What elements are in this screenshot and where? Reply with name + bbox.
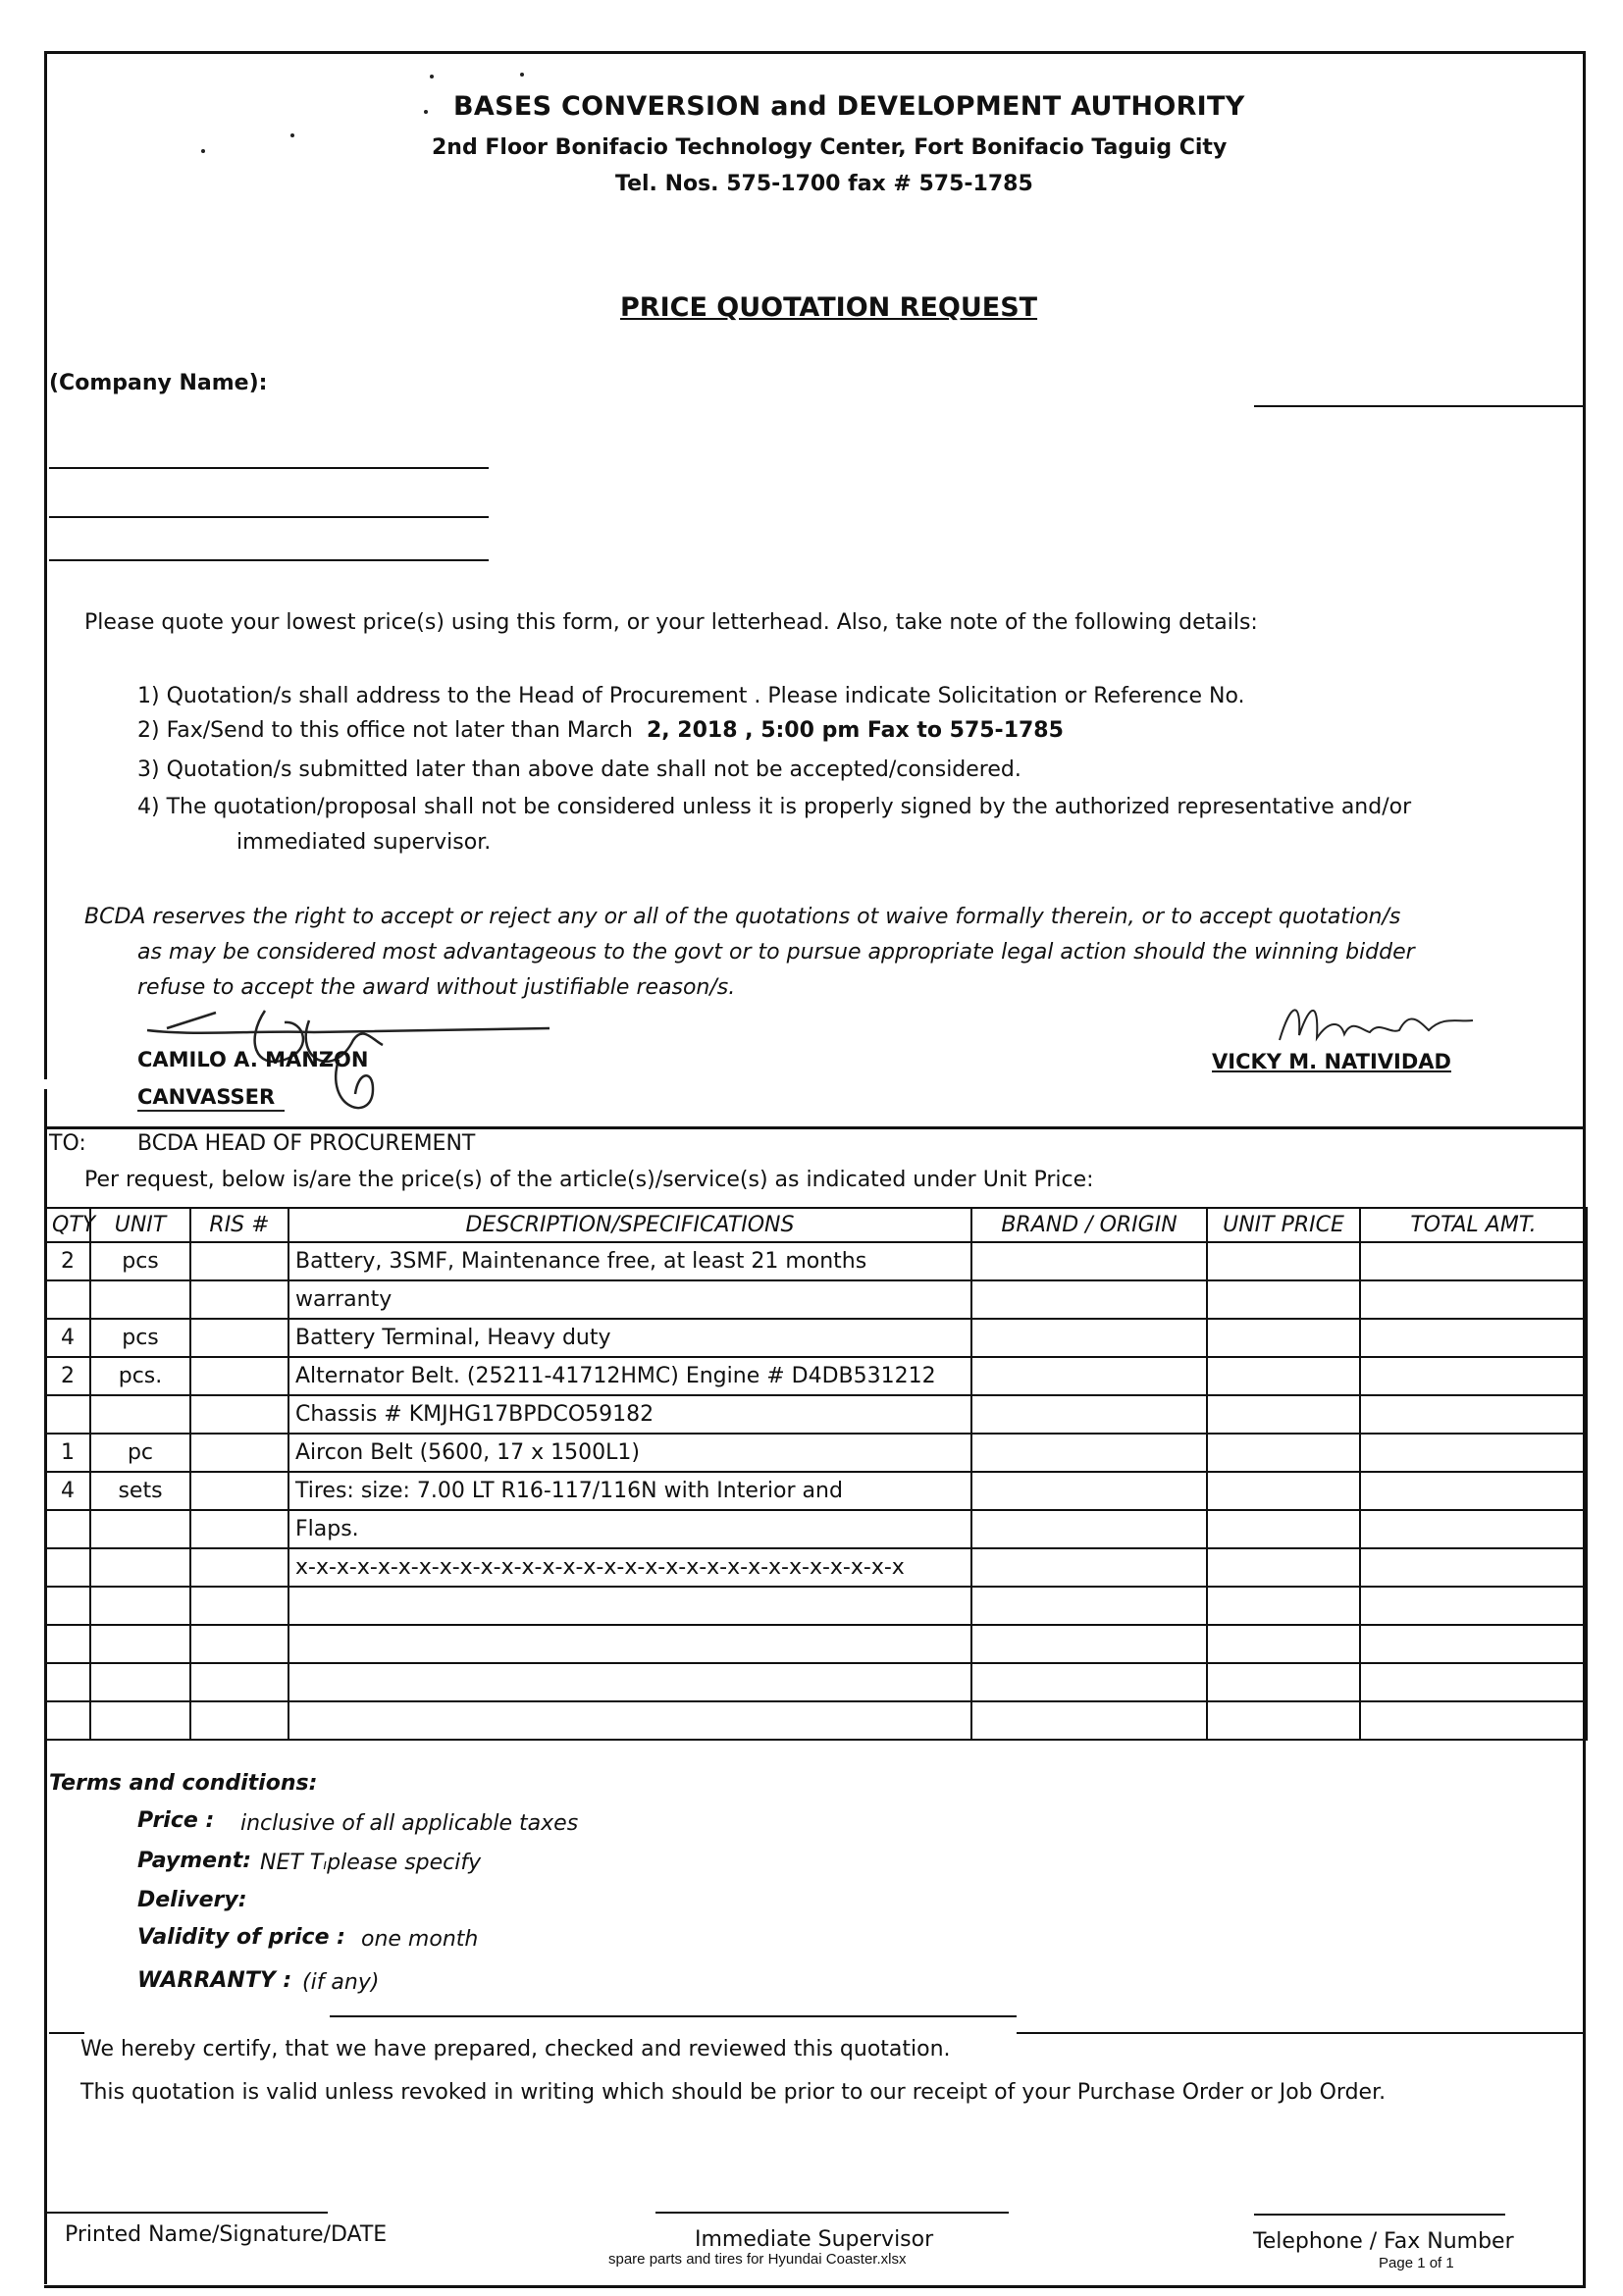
- company-line-3: [49, 559, 489, 561]
- org-name: BASES CONVERSION and DEVELOPMENT AUTHORITY: [453, 91, 1245, 122]
- items-table: [44, 1207, 1588, 1741]
- qty-cell: 4: [45, 1319, 90, 1357]
- unit-cell: [90, 1625, 190, 1663]
- instruction-4-cont: immediated supervisor.: [236, 830, 492, 855]
- qty-cell: [45, 1548, 90, 1587]
- ris-header: RIS #: [190, 1208, 288, 1242]
- terms-heading: Terms and conditions:: [49, 1771, 318, 1796]
- items-table-header: [45, 1208, 1587, 1242]
- ris-cell: [190, 1625, 288, 1663]
- certify-line-right: [1017, 2032, 1583, 2034]
- unit-cell: [90, 1548, 190, 1587]
- ris-cell: [190, 1587, 288, 1625]
- unit-cell: [90, 1701, 190, 1740]
- telephone-line: [1254, 2214, 1505, 2216]
- brand-origin-cell: [971, 1663, 1207, 1701]
- total-amount-cell: [1360, 1701, 1587, 1740]
- description-cell: [288, 1663, 971, 1701]
- total-amount-cell: [1360, 1587, 1587, 1625]
- per-request-text: Per request, below is/are the price(s) of the article(s)/service(s) as indicated under Unit Price:: [84, 1168, 1094, 1192]
- qty-cell: 1: [45, 1434, 90, 1472]
- warranty-label: WARRANTY :: [137, 1968, 292, 1993]
- scan-speck: [290, 133, 294, 137]
- brand-origin-cell: [971, 1357, 1207, 1395]
- qty-cell: 4: [45, 1472, 90, 1510]
- supervisor-label: Immediate Supervisor: [695, 2227, 934, 2252]
- unit-price-cell: [1207, 1395, 1360, 1434]
- total-amount-header: TOTAL AMT.: [1360, 1208, 1587, 1242]
- validity-label: Validity of price :: [137, 1925, 345, 1950]
- price-label: Price :: [137, 1808, 215, 1833]
- table-row: [45, 1548, 1587, 1587]
- total-amount-cell: [1360, 1242, 1587, 1280]
- table-row: [45, 1625, 1587, 1663]
- qty-cell: 2: [45, 1357, 90, 1395]
- brand-origin-cell: [971, 1587, 1207, 1625]
- table-row: [45, 1510, 1587, 1548]
- description-cell: warranty: [288, 1280, 971, 1319]
- instruction-1: 1) Quotation/s shall address to the Head of Procurement . Please indicate Solicitation or Reference No.: [137, 684, 1245, 708]
- description-cell: Battery, 3SMF, Maintenance free, at least 21 months: [288, 1242, 971, 1280]
- unit-price-cell: [1207, 1357, 1360, 1395]
- instruction-4: 4) The quotation/proposal shall not be considered unless it is properly signed by the authorized representative and/or: [137, 795, 1412, 819]
- unit-cell: [90, 1510, 190, 1548]
- table-row: [45, 1663, 1587, 1701]
- unit-cell: sets: [90, 1472, 190, 1510]
- unit-price-header: UNIT PRICE: [1207, 1208, 1360, 1242]
- scan-speck: [424, 110, 428, 114]
- ris-cell: [190, 1510, 288, 1548]
- unit-price-cell: [1207, 1587, 1360, 1625]
- reservation-line-2: as may be considered most advantageous to the govt or to pursue appropriate legal action should the winning bidder: [137, 940, 1415, 965]
- unit-price-cell: [1207, 1548, 1360, 1587]
- qty-cell: [45, 1587, 90, 1625]
- table-row: [45, 1434, 1587, 1472]
- brand-origin-cell: [971, 1434, 1207, 1472]
- file-name: spare parts and tires for Hyundai Coaster.xlsx: [608, 2251, 907, 2268]
- description-cell: Chassis # KMJHG17BPDCO59182: [288, 1395, 971, 1434]
- ris-cell: [190, 1701, 288, 1740]
- canvasser-name: CAMILO A. MANZON: [137, 1048, 369, 1071]
- table-row: [45, 1587, 1587, 1625]
- description-cell: [288, 1625, 971, 1663]
- ris-cell: [190, 1319, 288, 1357]
- unit-cell: [90, 1587, 190, 1625]
- qty-cell: [45, 1395, 90, 1434]
- approver-name: VICKY M. NATIVIDAD: [1212, 1050, 1451, 1073]
- price-value: inclusive of all applicable taxes: [240, 1811, 579, 1836]
- brand-origin-cell: [971, 1625, 1207, 1663]
- page-number: Page 1 of 1: [1379, 2255, 1454, 2271]
- total-amount-cell: [1360, 1357, 1587, 1395]
- brand-origin-cell: [971, 1395, 1207, 1434]
- ris-cell: [190, 1395, 288, 1434]
- total-amount-cell: [1360, 1472, 1587, 1510]
- table-row: [45, 1319, 1587, 1357]
- ris-cell: [190, 1663, 288, 1701]
- description-cell: Alternator Belt. (25211-41712HMC) Engine # D4DB531212: [288, 1357, 971, 1395]
- items-table-body: [45, 1242, 1587, 1740]
- intro-text: Please quote your lowest price(s) using this form, or your letterhead. Also, take note of the following details:: [84, 610, 1258, 635]
- company-name-label: (Company Name):: [49, 371, 268, 395]
- unit-price-cell: [1207, 1510, 1360, 1548]
- unit-cell: pcs: [90, 1242, 190, 1280]
- qty-cell: [45, 1625, 90, 1663]
- brand-origin-cell: [971, 1472, 1207, 1510]
- unit-cell: [90, 1663, 190, 1701]
- instruction-2: 2) Fax/Send to this office not later than March 2, 2018 , 5:00 pm Fax to 575-1785: [137, 718, 1064, 743]
- certify-line-left: [49, 2032, 84, 2034]
- printed-name-line: [47, 2212, 328, 2214]
- validity-note: This quotation is valid unless revoked in writing which should be prior to our receipt of your Purchase Order or Job Order.: [80, 2080, 1387, 2105]
- table-row: [45, 1357, 1587, 1395]
- company-line-1: [49, 467, 489, 469]
- brand-origin-cell: [971, 1319, 1207, 1357]
- to-section-divider: [44, 1126, 1583, 1129]
- qty-cell: [45, 1701, 90, 1740]
- brand-origin-cell: [971, 1242, 1207, 1280]
- description-cell: [288, 1587, 971, 1625]
- description-header: DESCRIPTION/SPECIFICATIONS: [288, 1208, 971, 1242]
- unit-price-cell: [1207, 1701, 1360, 1740]
- validity-value: one month: [361, 1927, 479, 1952]
- to-label: TO:: [49, 1131, 86, 1156]
- org-telephone: Tel. Nos. 575-1700 fax # 575-1785: [615, 172, 1033, 196]
- table-row: [45, 1395, 1587, 1434]
- description-cell: Flaps.: [288, 1510, 971, 1548]
- brand-origin-cell: [971, 1280, 1207, 1319]
- total-amount-cell: [1360, 1625, 1587, 1663]
- unit-price-cell: [1207, 1472, 1360, 1510]
- total-amount-cell: [1360, 1280, 1587, 1319]
- description-cell: Aircon Belt (5600, 17 x 1500L1): [288, 1434, 971, 1472]
- brand-origin-header: BRAND / ORIGIN: [971, 1208, 1207, 1242]
- unit-price-cell: [1207, 1242, 1360, 1280]
- canvasser-title-underline: [137, 1110, 285, 1112]
- unit-header: UNIT: [90, 1208, 190, 1242]
- unit-cell: pcs.: [90, 1357, 190, 1395]
- total-amount-cell: [1360, 1395, 1587, 1434]
- brand-origin-cell: [971, 1510, 1207, 1548]
- qty-header: QTY: [45, 1208, 90, 1242]
- ris-cell: [190, 1280, 288, 1319]
- total-amount-cell: [1360, 1510, 1587, 1548]
- total-amount-cell: [1360, 1319, 1587, 1357]
- payment-value: NET Tıplease specify: [260, 1851, 482, 1875]
- company-name-line: [1254, 405, 1583, 407]
- table-row: [45, 1472, 1587, 1510]
- ris-cell: [190, 1242, 288, 1280]
- qty-cell: 2: [45, 1242, 90, 1280]
- brand-origin-cell: [971, 1548, 1207, 1587]
- unit-cell: pcs: [90, 1319, 190, 1357]
- table-row: [45, 1242, 1587, 1280]
- unit-price-cell: [1207, 1663, 1360, 1701]
- total-amount-cell: [1360, 1548, 1587, 1587]
- reservation-line-1: BCDA reserves the right to accept or reject any or all of the quotations ot waive formally therein, or to accept quotation/s: [84, 905, 1401, 929]
- total-amount-cell: [1360, 1663, 1587, 1701]
- reservation-line-3: refuse to accept the award without justifiable reason/s.: [137, 975, 736, 1000]
- qty-cell: [45, 1510, 90, 1548]
- company-line-2: [49, 516, 489, 518]
- qty-cell: [45, 1280, 90, 1319]
- printed-name-label: Printed Name/Signature/DATE: [65, 2222, 388, 2247]
- ris-cell: [190, 1472, 288, 1510]
- unit-cell: [90, 1395, 190, 1434]
- supervisor-line: [655, 2212, 1009, 2214]
- unit-price-cell: [1207, 1625, 1360, 1663]
- payment-label: Payment:: [137, 1849, 252, 1873]
- unit-price-cell: [1207, 1319, 1360, 1357]
- unit-cell: [90, 1280, 190, 1319]
- unit-cell: pc: [90, 1434, 190, 1472]
- ris-cell: [190, 1357, 288, 1395]
- description-cell: Tires: size: 7.00 LT R16-117/116N with Interior and: [288, 1472, 971, 1510]
- form-border-left-upper: [44, 51, 47, 1079]
- certify-text: We hereby certify, that we have prepared, checked and reviewed this quotation.: [80, 2037, 951, 2061]
- unit-price-cell: [1207, 1434, 1360, 1472]
- description-cell: x-x-x-x-x-x-x-x-x-x-x-x-x-x-x-x-x-x-x-x-x-x-x-x-x-x-x-x-x-x: [288, 1548, 971, 1587]
- scan-speck: [201, 149, 205, 153]
- deadline: 2, 2018 , 5:00 pm Fax to 575-1785: [646, 718, 1064, 743]
- form-title: PRICE QUOTATION REQUEST: [620, 292, 1038, 323]
- ris-cell: [190, 1548, 288, 1587]
- ris-cell: [190, 1434, 288, 1472]
- table-row: [45, 1280, 1587, 1319]
- table-row: [45, 1701, 1587, 1740]
- qty-cell: [45, 1663, 90, 1701]
- to-value: BCDA HEAD OF PROCUREMENT: [137, 1131, 476, 1156]
- warranty-value: (if any): [302, 1970, 380, 1995]
- description-cell: [288, 1701, 971, 1740]
- canvasser-title: CANVASSER: [137, 1085, 276, 1109]
- unit-price-cell: [1207, 1280, 1360, 1319]
- instruction-3: 3) Quotation/s submitted later than above date shall not be accepted/considered.: [137, 757, 1021, 782]
- scan-speck: [520, 73, 524, 77]
- total-amount-cell: [1360, 1434, 1587, 1472]
- warranty-line: [330, 2015, 1017, 2017]
- telephone-label: Telephone / Fax Number: [1253, 2229, 1514, 2254]
- description-cell: Battery Terminal, Heavy duty: [288, 1319, 971, 1357]
- org-address: 2nd Floor Bonifacio Technology Center, Fort Bonifacio Taguig City: [432, 135, 1228, 160]
- scan-speck: [430, 75, 434, 78]
- delivery-label: Delivery:: [137, 1888, 247, 1912]
- brand-origin-cell: [971, 1701, 1207, 1740]
